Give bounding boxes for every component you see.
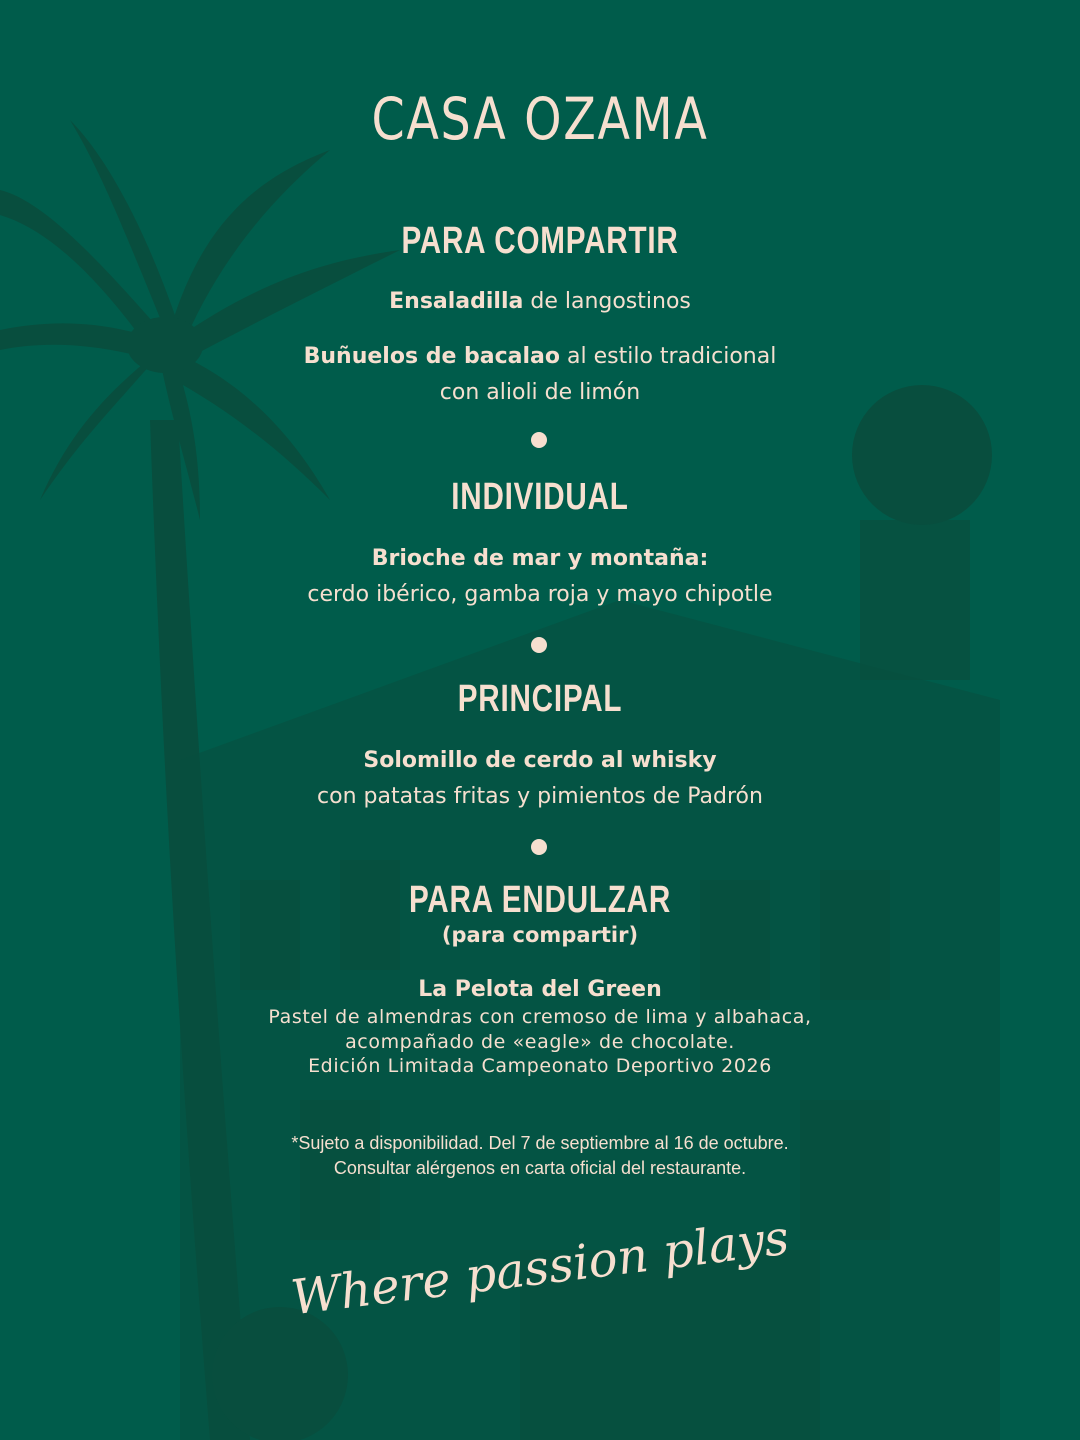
- section-divider-dot: [531, 839, 547, 855]
- dish-brioche-name: Brioche de mar y montaña:: [371, 546, 709, 571]
- dish-brioche-desc: cerdo ibérico, gamba roja y mayo chipotle: [307, 582, 773, 607]
- tagline: Where passion plays: [288, 1209, 792, 1327]
- dish-pelota-name: La Pelota del Green: [418, 977, 662, 1002]
- section-title-individual: INDIVIDUAL: [451, 476, 629, 518]
- dish-bunuelos-name: Buñuelos de bacalao: [303, 344, 561, 369]
- dish-ensaladilla-name: Ensaladilla: [389, 289, 524, 314]
- section-divider-dot: [531, 432, 547, 448]
- dish-ensaladilla-rest: de langostinos: [523, 289, 691, 314]
- section-divider-dot: [531, 637, 547, 653]
- brand-logo: CASA OZAMA: [371, 85, 709, 153]
- dish-bunuelos: [0, 339, 1080, 375]
- section-title-compartir: PARA COMPARTIR: [401, 220, 679, 262]
- dish-solomillo-name: Solomillo de cerdo al whisky: [363, 748, 717, 773]
- dish-ensaladilla: [0, 284, 1080, 320]
- footnote-allergens: Consultar alérgenos en carta oficial del restaurante.: [333, 1158, 747, 1178]
- footnote-availability: *Sujeto a disponibilidad. Del 7 de septiembre al 16 de octubre.: [291, 1133, 789, 1153]
- section-title-principal: PRINCIPAL: [457, 678, 623, 720]
- dish-pelota-desc-1: Pastel de almendras con cremoso de lima y albahaca,: [268, 1006, 812, 1028]
- dish-bunuelos-line2: con alioli de limón: [439, 380, 641, 405]
- dish-solomillo-desc: con patatas fritas y pimientos de Padrón: [317, 784, 763, 809]
- dish-pelota-desc-2: acompañado de «eagle» de chocolate.: [345, 1031, 735, 1053]
- section-title-endulzar: PARA ENDULZAR: [408, 879, 672, 921]
- dish-pelota-edition: Edición Limitada Campeonato Deportivo 2026: [308, 1055, 772, 1077]
- dish-bunuelos-rest: al estilo tradicional: [560, 344, 777, 369]
- section-subtitle-endulzar: (para compartir): [441, 923, 639, 947]
